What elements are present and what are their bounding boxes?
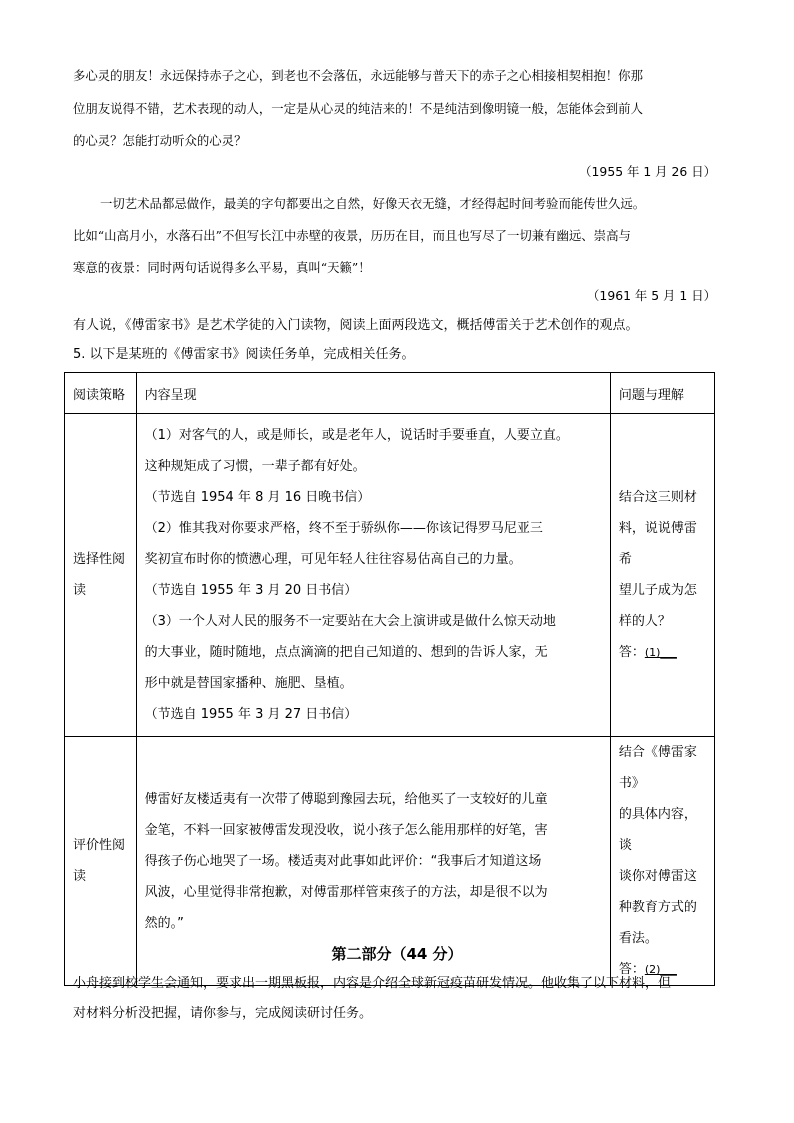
excerpt2-date: （1961 年 5 月 1 日） [587,288,716,303]
header-question: 问题与理解 [610,373,714,414]
section2-intro-line-2: 对材料分析没把握，请你参与，完成阅读研讨任务。 [73,1006,373,1021]
table-header-row [65,373,715,414]
question-line: 谈你对傅雷这 [618,869,697,884]
content-line: 这种规矩成了习惯，一辈子都有好处。 [144,459,366,474]
excerpt1-line-2: 位朋友说得不错，艺术表现的动人，一定是从心灵的纯洁来的！不是纯洁到像明镜一般，怎能体会到前人 [73,101,643,116]
strategy-selective-line-2: 读 [73,583,87,598]
question-line: 看法。 [618,931,658,946]
answer-blank-2[interactable]: (2)___ [644,963,677,976]
content-line: 的大事业，随时随地，点点滴滴的把自己知道的、想到的告诉人家，无 [144,645,548,660]
content-selective [136,414,610,737]
answer-prefix: 答： [618,962,645,977]
answer-blank-1[interactable]: (1)___ [644,646,677,659]
question-line: 望儿子成为怎 [618,583,697,598]
section2-title: 第二部分（44 分） [331,945,463,963]
content-line: （节选自 1954 年 8 月 16 日晚书信） [144,490,371,505]
excerpt1-line-3: 的心灵？怎能打动听众的心灵？ [73,133,247,148]
question-4: 有人说，《傅雷家书》是艺术学徒的入门读物，阅读上面两段选文，概括傅雷关于艺术创作的观点。 [73,318,639,333]
content-line: （节选自 1955 年 3 月 20 日书信） [144,583,358,598]
excerpt1-line-1: 多心灵的朋友！永远保持赤子之心，到老也不会落伍，永远能够与普天下的赤子之心相接相契相抱！你那 [73,68,643,83]
content-line: 形中就是替国家播种、施肥、垦植。 [144,676,353,691]
strategy-selective [65,414,137,737]
question-line: 的具体内容，谈 [618,807,697,853]
question-5: 5. 以下是某班的《傅雷家书》阅读任务单，完成相关任务。 [73,347,415,362]
question-line: 种教育方式的 [618,900,697,915]
section2-intro-line-1: 小舟接到校学生会通知，要求出一期黑板报，内容是介绍全球新冠疫苗研发情况。他收集了以下材料，但 [73,976,672,991]
content-line: （节选自 1955 年 3 月 27 日书信） [144,707,358,722]
strategy-selective-line-1: 选择性阅 [73,552,126,567]
content-line: 金笔，不料一回家被傅雷发现没收，说小孩子怎么能用那样的好笔，害 [144,822,548,838]
header-strategy: 阅读策略 [65,373,137,414]
reading-task-table [64,372,715,986]
question-line: 料，说说傅雷希 [618,521,697,567]
question-line: 样的人？ [618,614,671,629]
content-line: 傅雷好友楼适夷有一次带了傅聪到豫园去玩，给他买了一支较好的儿童 [144,791,548,807]
content-line: 风波，心里觉得非常抱歉，对傅雷那样管束孩子的方法，却是很不以为 [144,884,548,900]
excerpt2-line-2: 比如“山高月小，水落石出”不但写长江中赤壁的夜景，历历在目，而且也写尽了一切兼有幽远、崇高与 [73,228,631,243]
table-row-selective [65,414,715,737]
strategy-evaluative-line-2: 读 [73,869,87,884]
excerpt2-line-1: 一切艺术品都忌做作，最美的字句都要出之自然，好像天衣无缝，才经得起时间考验而能传世久远。 [100,196,646,211]
answer-line-1 [619,637,706,668]
content-line: 得孩子伤心地哭了一场。楼适夷对此事如此评价：“我事后才知道这场 [144,853,542,869]
question-line: 结合这三则材 [618,490,697,505]
content-line: （1）对客气的人，或是师长，或是老年人，说话时手要垂直，人要立直。 [144,428,569,443]
header-content: 内容呈现 [136,373,610,414]
question-selective [610,414,714,737]
excerpt1-date: （1955 年 1 月 26 日） [579,164,716,179]
content-line: 奖初宣布时你的愤懑心理，可见年轻人往往容易估高自己的力量。 [144,552,522,567]
answer-prefix: 答： [618,645,645,660]
excerpt2-line-3: 寒意的夜景：同时两句话说得多么平易，真叫“天籁”！ [73,260,371,275]
content-line: （2）惟其我对你要求严格，终不至于骄纵你——你该记得罗马尼亚三 [144,521,543,536]
question-line: 结合《傅雷家书》 [618,745,697,791]
strategy-evaluative-line-1: 评价性阅 [73,838,126,853]
content-line: （3）一个人对人民的服务不一定要站在大会上演讲或是做什么惊天动地 [144,614,556,629]
content-line: 然的。” [144,915,184,931]
